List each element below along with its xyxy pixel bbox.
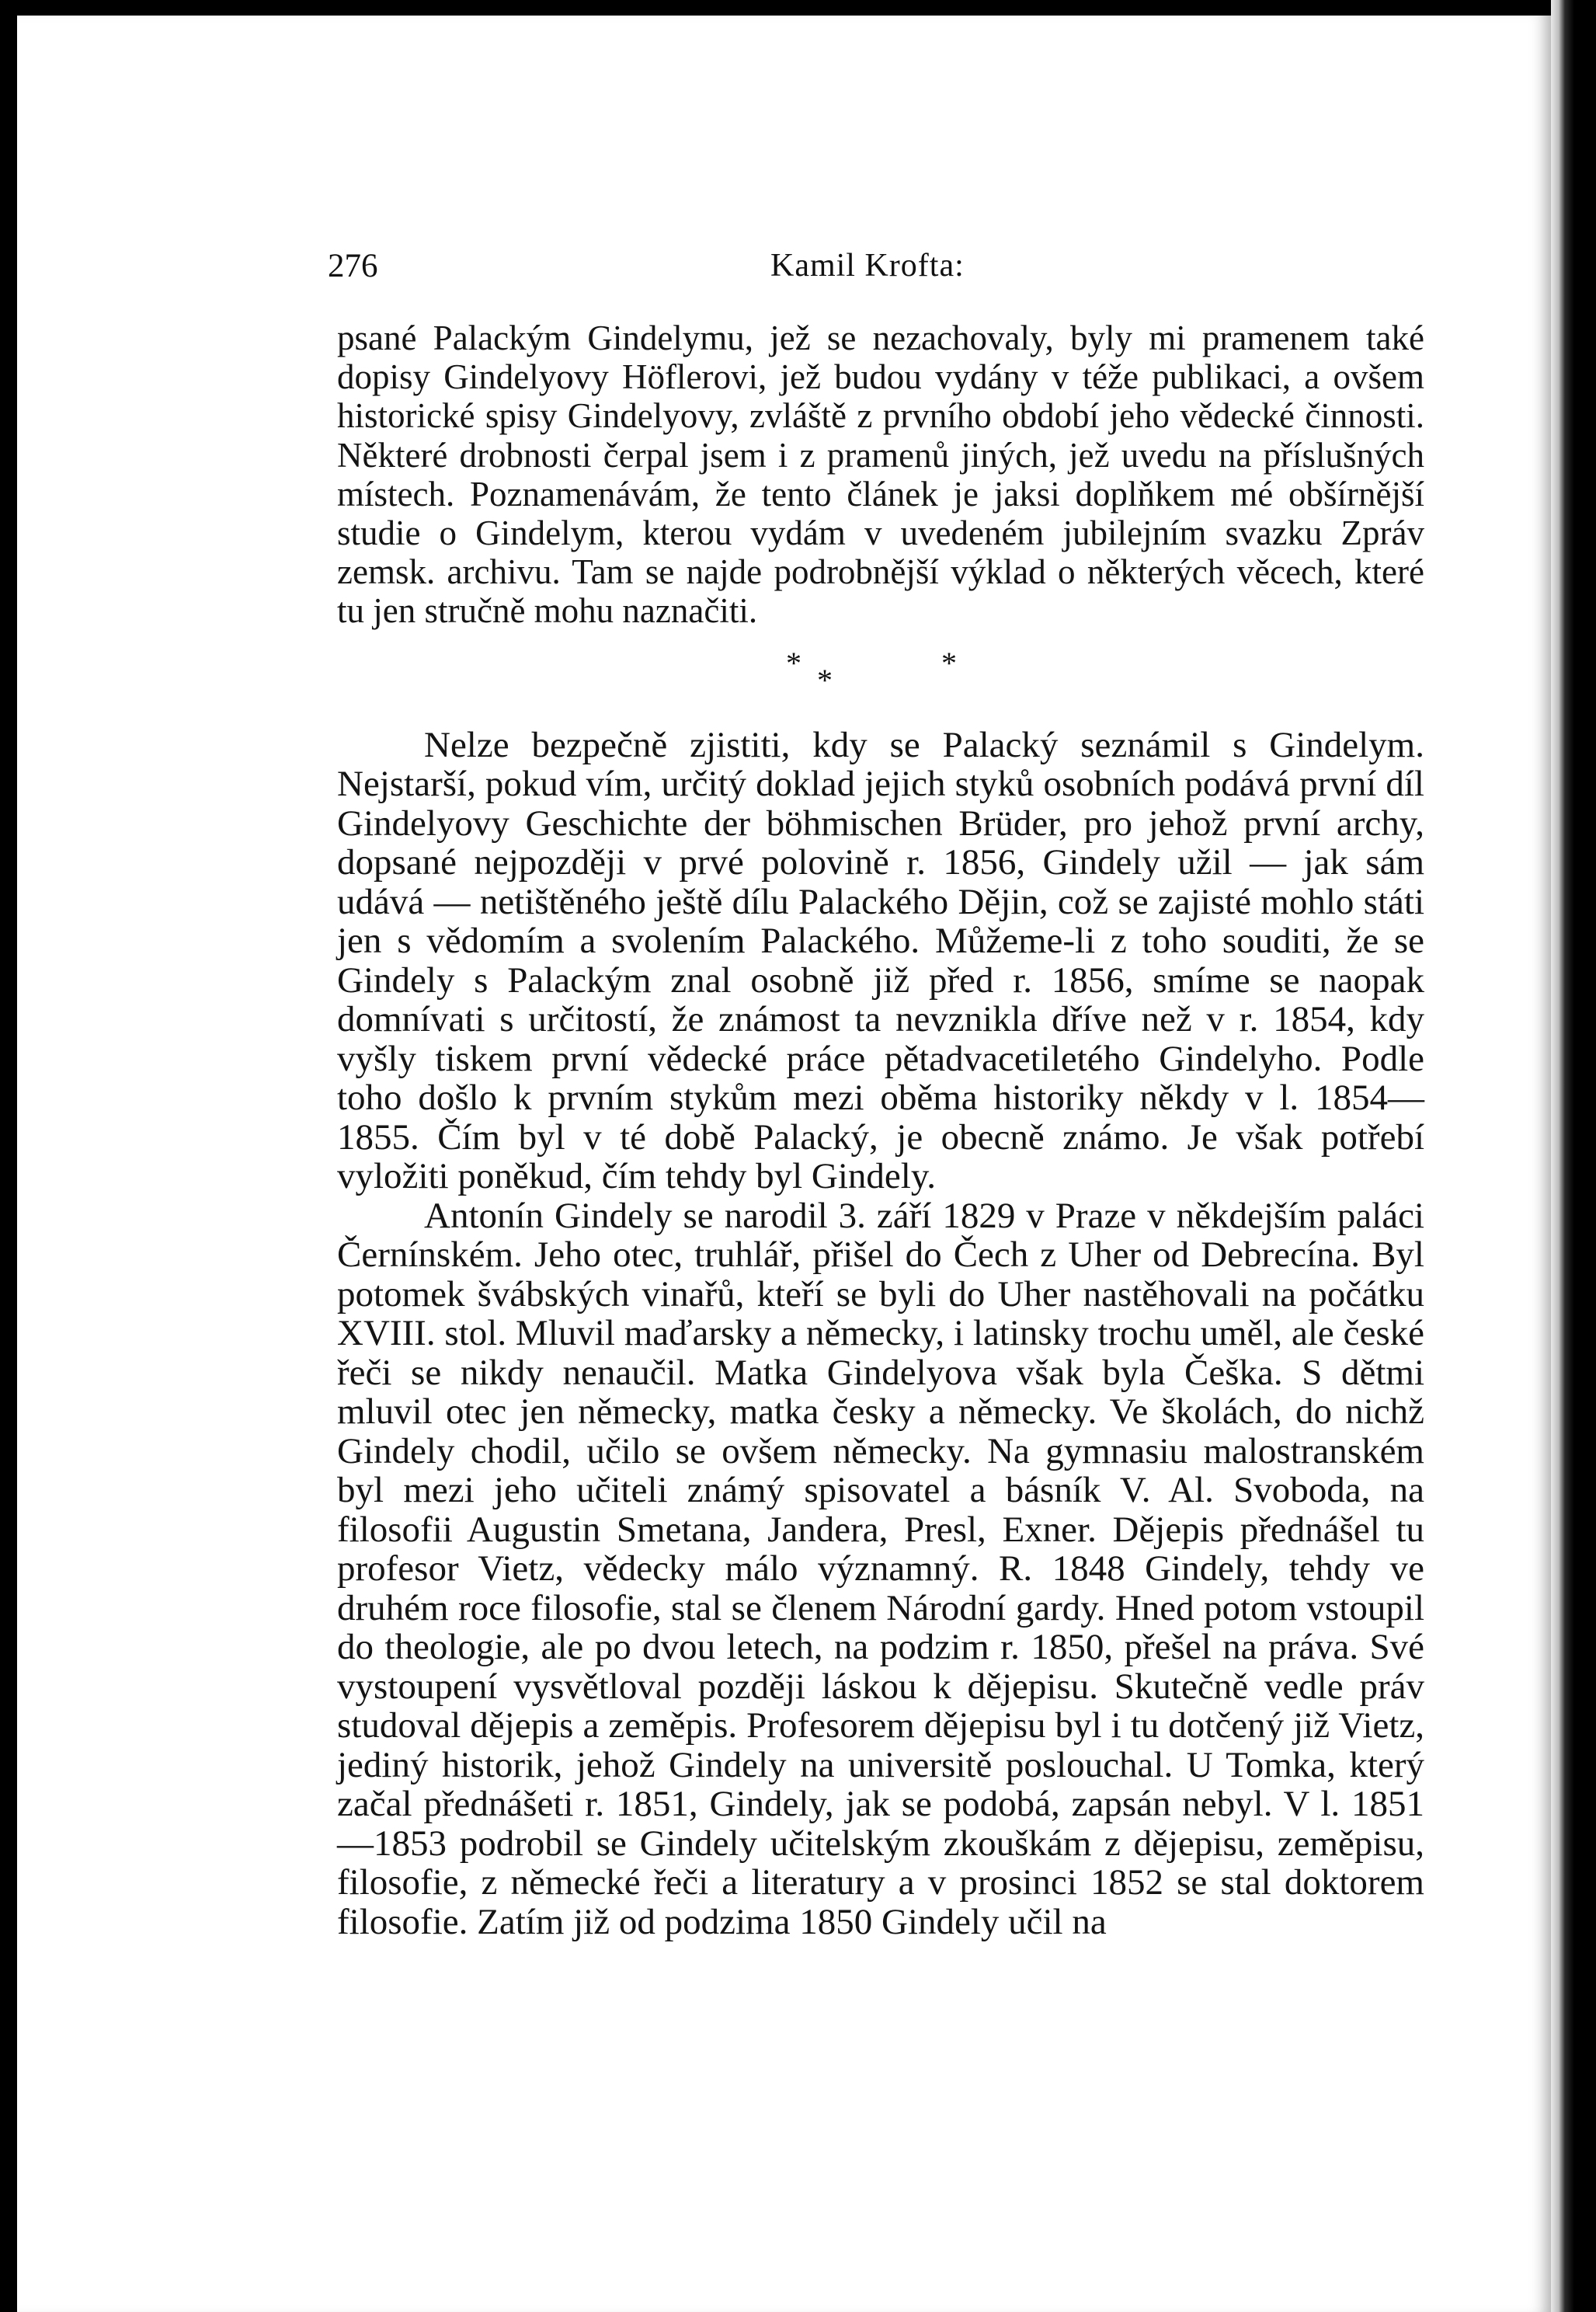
separator-asterisk: * [786, 645, 801, 681]
separator-asterisk: * [817, 662, 833, 698]
body-text [337, 319, 1424, 1941]
scan-edge-shadow [1551, 0, 1596, 2312]
page-number: 276 [328, 248, 378, 284]
paragraph-1: psané Palackým Gindelymu, jež se nezachovaly, byly mi pramenem také dopisy Gindelyovy Höflerovi, jež budou vydány v téže publikaci, a ovšem historické spisy Gindelyovy, zvláště z prvního období jeho vědecké činnosti. Některé drobnosti čerpal jsem i z pramenů jiných, jež uvedu na příslušných místech. Poznamenávám, že tento článek je jaksi doplňkem mé obšírnější studie o Gindelym, kterou vydám v uvedeném jubilejním svazku Zpráv zemsk. archivu. Tam se najde podrobnější výklad o některých věcech, které tu jen stručně mohu naznačiti. [337, 319, 1424, 631]
paragraph-3: Antonín Gindely se narodil 3. září 1829 v Praze v někdejším paláci Černínském. Jeho otec, truhlář, přišel do Čech z Uher od Debrecína. Byl potomek švábských vinařů, kteří se byli do Uher nastěhovali na počátku XVIII. stol. Mluvil maďarsky a německy, i latinsky trochu uměl, ale české řeči se nikdy nenaučil. Matka Gindelyova však byla Češka. S dětmi mluvil otec jen německy, matka česky a německy. Ve školách, do nichž Gindely chodil, učilo se ovšem německy. Na gymnasiu malostranském byl mezi jeho učiteli známý spisovatel a básník V. Al. Svoboda, na filosofii Augustin Smetana, Jandera, Presl, Exner. Dějepis přednášel tu profesor Vietz, vědecky málo významný. R. 1848 Gindely, tehdy ve druhém roce filosofie, stal se členem Národní gardy. Hned potom vstoupil do theologie, ale po dvou letech, na podzim r. 1850, přešel na práva. Své vystoupení vysvětloval později láskou k dějepisu. Skutečně vedle práv studoval dějepis a zeměpis. Profesorem dějepisu byl i tu dotčený již Vietz, jediný historik, jehož Gindely na universitě poslouchal. U Tomka, který začal přednášeti r. 1851, Gindely, jak se podobá, zapsán nebyl. V l. 1851—1853 podrobil se Gindely učitelským zkouškám z dějepisu, zeměpisu, filosofie, z německé řeči a literatury a v prosinci 1852 se stal doktorem filosofie. Zatím již od podzima 1850 Gindely učil na [337, 1195, 1424, 1942]
paragraph-2: Nelze bezpečně zjistiti, kdy se Palacký seznámil s Gindelym. Nejstarší, pokud vím, určitý doklad jejich styků osobních podává první díl Gindelyovy Geschichte der böhmischen Brüder, pro jehož první archy, dopsané nejpozději v prvé polovině r. 1856, Gindely užil — jak sám udává — netištěného ještě dílu Palackého Dějin, což se zajisté mohlo státi jen s vědomím a svolením Palackého. Můžeme-li z toho souditi, že se Gindely s Palackým znal osobně již před r. 1856, smíme se naopak domnívati s určitostí, že známost ta nevznikla dříve než v r. 1854, kdy vyšly tiskem první vědecké práce pětadvacetiletého Gindelyho. Podle toho došlo k prvním stykům mezi oběma historiky někdy v l. 1854—1855. Čím byl v té době Palacký, je obecně známo. Je však potřebí vyložiti poněkud, čím tehdy byl Gindely. [337, 724, 1424, 1197]
running-head: Kamil Krofta: [770, 248, 965, 284]
book-page [17, 16, 1551, 2312]
separator-asterisk: * [941, 645, 957, 681]
section-separator [337, 631, 1424, 724]
page-header [328, 247, 1431, 294]
